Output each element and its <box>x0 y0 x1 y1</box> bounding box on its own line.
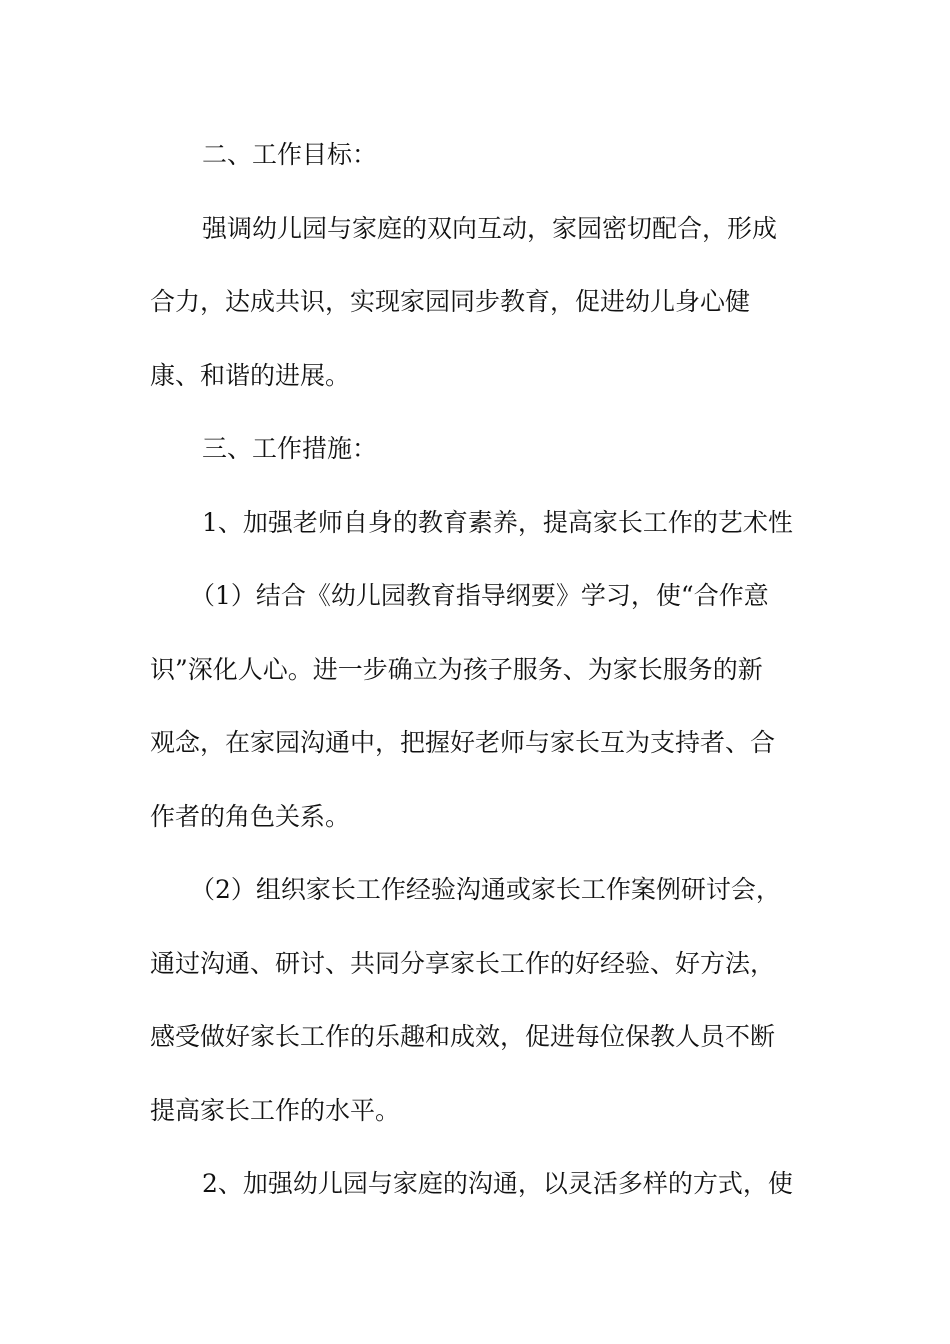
paragraph-line: 作者的角色关系。 <box>150 801 351 831</box>
paragraph-line: （1）结合《幼儿园教育指导纲要》学习，使“合作意 <box>190 581 769 610</box>
paragraph-line: 通过沟通、研讨、共同分享家长工作的好经验、好方法， <box>150 948 776 978</box>
subsection-heading-2: 2、加强幼儿园与家庭的沟通，以灵活多样的方式，使 <box>202 1169 793 1198</box>
paragraph-line: （2）组织家长工作经验沟通或家长工作案例研讨会， <box>190 875 781 904</box>
section-heading-measures: 三、工作措施： <box>202 434 378 463</box>
subsection-heading-1: 1、加强老师自身的教育素养，提高家长工作的艺术性 <box>202 507 793 537</box>
paragraph-line: 感受做好家长工作的乐趣和成效，促进每位保教人员不断 <box>150 1022 776 1051</box>
paragraph-line: 识”深化人心。进一步确立为孩子服务、为家长服务的新 <box>150 654 763 684</box>
paragraph-line: 提高家长工作的水平。 <box>150 1095 401 1125</box>
paragraph-line: 康、和谐的进展。 <box>150 360 351 390</box>
paragraph-line: 观念，在家园沟通中，把握好老师与家长互为支持者、合 <box>150 728 776 757</box>
paragraph-line: 合力，达成共识，实现家园同步教育，促进幼儿身心健 <box>150 287 751 316</box>
paragraph-line: 强调幼儿园与家庭的双向互动，家园密切配合，形成 <box>202 213 778 243</box>
section-heading-goals: 二、工作目标： <box>202 140 378 169</box>
document-body <box>150 118 810 1221</box>
